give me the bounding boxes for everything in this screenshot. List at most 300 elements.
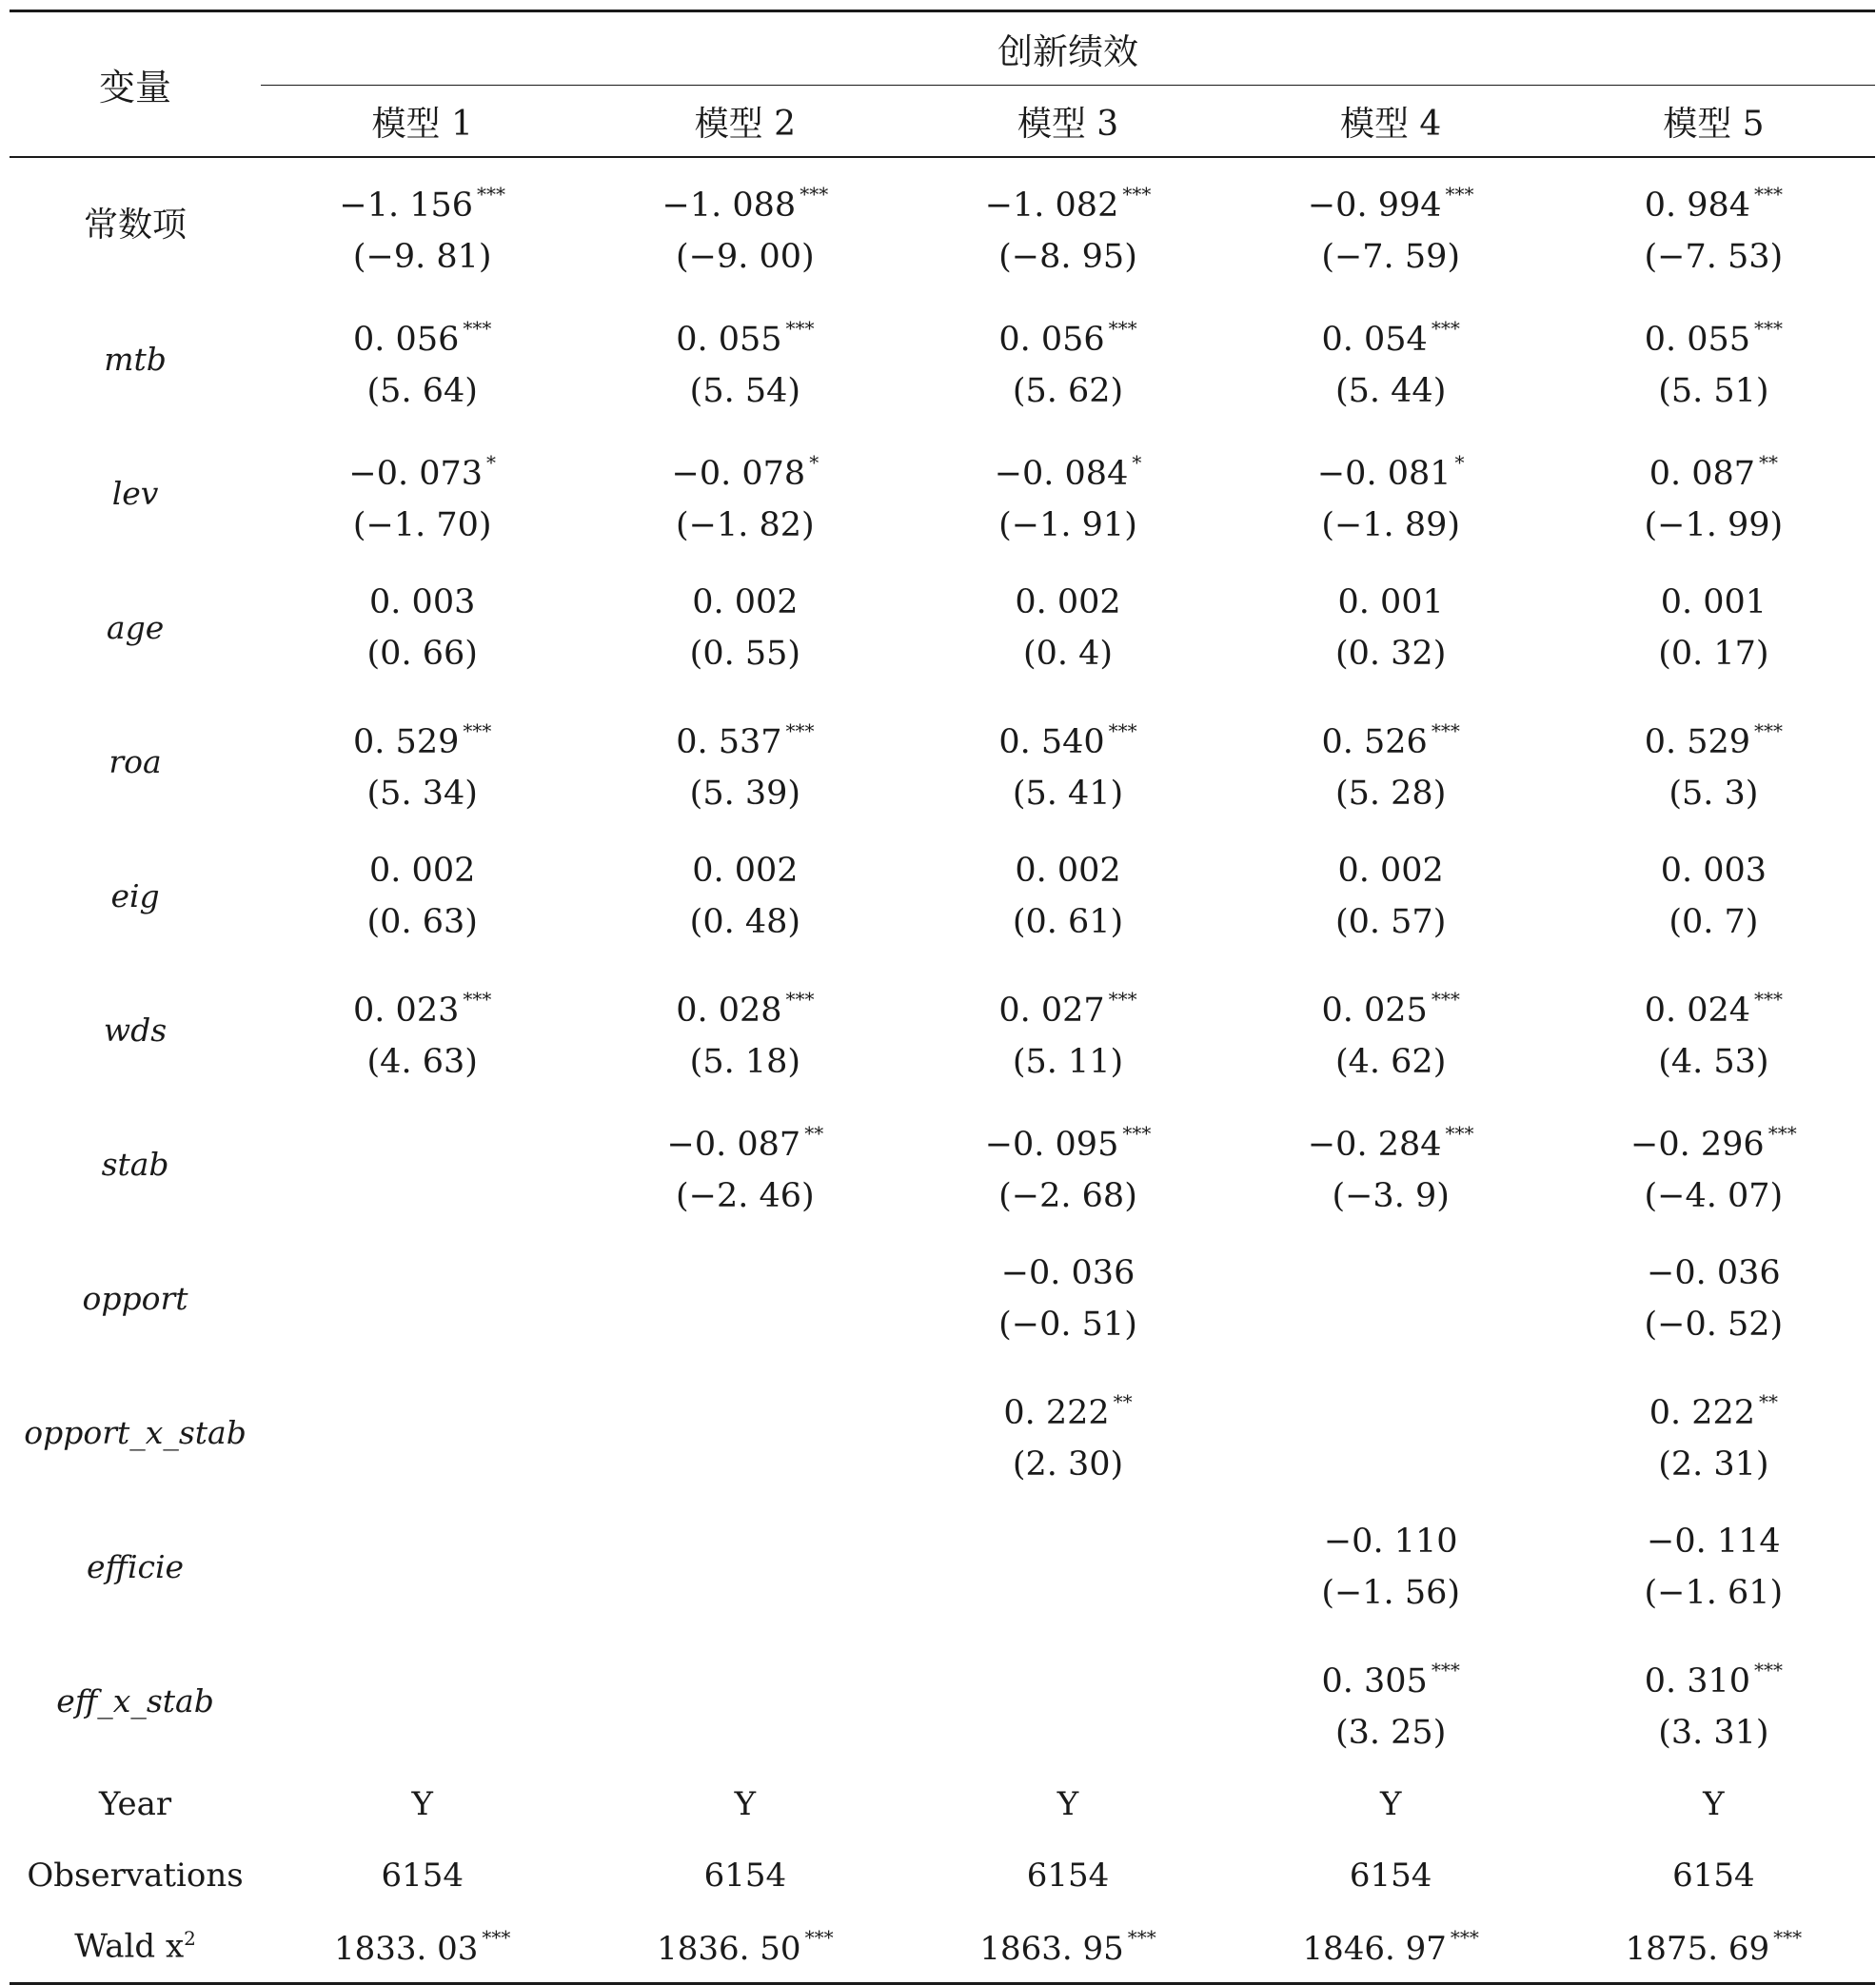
coefficient-value: −0. 073 — [348, 454, 484, 493]
t-statistic: (−7. 53) — [1644, 237, 1784, 276]
coefficient-line — [583, 303, 906, 365]
empty-cell — [1230, 1231, 1552, 1366]
table-cell — [906, 695, 1229, 829]
empty-cell — [261, 1097, 583, 1231]
t-statistic: (−0. 51) — [998, 1305, 1137, 1344]
coefficient-value: 0. 002 — [1015, 851, 1121, 890]
coefficient-value: 0. 984 — [1644, 186, 1751, 225]
t-statistic: (5. 51) — [1658, 371, 1769, 410]
table-cell — [261, 157, 583, 292]
t-statistic: (0. 61) — [1012, 902, 1124, 941]
coefficient-value: −0. 036 — [1000, 1253, 1135, 1292]
table-row — [10, 157, 1875, 292]
coefficient-line — [1552, 303, 1875, 365]
t-statistic: (−2. 68) — [998, 1176, 1137, 1215]
coefficient-value: 0. 055 — [676, 320, 782, 359]
significance-stars: *** — [1431, 1658, 1460, 1681]
regression-table — [10, 10, 1875, 1985]
coefficient-value: 0. 222 — [1003, 1393, 1110, 1432]
significance-stars: *** — [800, 182, 829, 206]
significance-stars: ** — [1113, 1389, 1133, 1413]
header-row-models — [10, 86, 1875, 158]
table-cell: 6154 — [1026, 1856, 1110, 1895]
t-statistic: (−9. 00) — [676, 237, 815, 276]
coefficient-line — [1230, 437, 1552, 500]
coefficient-line — [583, 973, 906, 1036]
t-statistic: (5. 39) — [689, 774, 801, 813]
significance-stars: *** — [1450, 1925, 1479, 1949]
coefficient-line — [1552, 168, 1875, 231]
table-cell — [583, 1911, 906, 1984]
table-cell — [906, 963, 1229, 1097]
table-cell — [906, 426, 1229, 560]
table-cell — [906, 560, 1229, 695]
t-statistic: (−1. 89) — [1321, 505, 1461, 544]
coefficient-value: −0. 081 — [1316, 454, 1451, 493]
significance-stars: *** — [785, 316, 815, 340]
coefficient-value: 0. 001 — [1337, 582, 1444, 621]
coefficient-line — [1552, 1248, 1875, 1299]
table-row — [10, 1366, 1875, 1500]
coefficient-value: 0. 054 — [1321, 320, 1428, 359]
coefficient-value: 0. 027 — [998, 991, 1105, 1030]
coefficient-value: −1. 082 — [984, 186, 1119, 225]
table-cell — [261, 963, 583, 1097]
t-statistic: (5. 28) — [1334, 774, 1447, 813]
t-statistic: (−1. 70) — [352, 505, 492, 544]
variable-header: 变量 — [10, 11, 261, 158]
coefficient-value: 0. 529 — [1644, 722, 1751, 761]
coefficient-line — [1230, 973, 1552, 1036]
coefficient-line — [261, 845, 583, 896]
table-cell — [583, 1097, 906, 1231]
table-row — [10, 963, 1875, 1097]
coefficient-value: −0. 994 — [1307, 186, 1442, 225]
significance-stars: *** — [1431, 987, 1460, 1011]
coefficient-value: −0. 296 — [1630, 1125, 1765, 1164]
coefficient-value: −0. 087 — [666, 1125, 801, 1164]
empty-cell — [583, 1500, 906, 1634]
t-statistic: (−1. 56) — [1321, 1573, 1461, 1612]
table-cell — [1230, 829, 1552, 963]
table-cell — [1552, 426, 1875, 560]
table-cell — [1230, 963, 1552, 1097]
table-cell — [261, 292, 583, 426]
table-row-year — [10, 1768, 1875, 1839]
coefficient-line — [1552, 437, 1875, 500]
t-statistic: (−8. 95) — [998, 237, 1137, 276]
row-label: wds — [103, 1011, 168, 1049]
coefficient-value: 0. 056 — [353, 320, 460, 359]
model-header: 模型 1 — [261, 86, 583, 158]
significance-stars: *** — [1127, 1925, 1156, 1949]
cell-value: 1846. 97 — [1302, 1929, 1447, 1968]
model-header: 模型 4 — [1230, 86, 1552, 158]
t-statistic: (−0. 52) — [1644, 1305, 1784, 1344]
significance-stars: * — [1454, 450, 1465, 474]
significance-stars: *** — [1754, 1658, 1784, 1681]
table-cell — [906, 1911, 1229, 1984]
t-statistic: (0. 66) — [366, 634, 478, 673]
significance-stars: * — [486, 450, 497, 474]
coefficient-line — [1552, 705, 1875, 768]
empty-cell — [583, 1366, 906, 1500]
significance-stars: *** — [463, 987, 492, 1011]
row-label: stab — [101, 1145, 169, 1183]
t-statistic: (5. 41) — [1012, 774, 1124, 813]
significance-stars: ** — [1759, 1389, 1779, 1413]
t-statistic: (−3. 9) — [1332, 1176, 1450, 1215]
coefficient-value: 0. 540 — [998, 722, 1105, 761]
t-statistic: (5. 11) — [1012, 1042, 1124, 1081]
table-cell — [583, 157, 906, 292]
coefficient-value: 0. 087 — [1649, 454, 1756, 493]
table-cell — [1230, 695, 1552, 829]
table-row — [10, 1500, 1875, 1634]
table-cell — [906, 157, 1229, 292]
t-statistic: (−7. 59) — [1321, 237, 1461, 276]
coefficient-line — [1552, 577, 1875, 628]
coefficient-line — [583, 168, 906, 231]
table-row — [10, 1097, 1875, 1231]
table-row — [10, 695, 1875, 829]
coefficient-value: 0. 002 — [369, 851, 476, 890]
table-cell: 6154 — [703, 1856, 787, 1895]
row-label: lev — [111, 474, 159, 512]
row-label: age — [106, 608, 165, 646]
table-row — [10, 1634, 1875, 1768]
coefficient-value: −0. 110 — [1323, 1522, 1458, 1561]
table-cell — [583, 695, 906, 829]
group-header: 创新绩效 — [261, 11, 1875, 86]
coefficient-line — [261, 705, 583, 768]
t-statistic: (−4. 07) — [1644, 1176, 1784, 1215]
coefficient-line — [583, 577, 906, 628]
coefficient-line — [1552, 845, 1875, 896]
coefficient-line — [1230, 705, 1552, 768]
coefficient-line — [906, 1248, 1229, 1299]
cell-value: 1833. 03 — [334, 1929, 479, 1968]
t-statistic: (0. 17) — [1658, 634, 1769, 673]
table-cell — [1230, 1500, 1552, 1634]
significance-stars: *** — [1754, 182, 1784, 206]
table-row — [10, 560, 1875, 695]
coefficient-line — [1552, 1644, 1875, 1707]
t-statistic: (3. 25) — [1334, 1713, 1447, 1752]
significance-stars: *** — [1754, 987, 1784, 1011]
t-statistic: (−9. 81) — [352, 237, 492, 276]
table-row — [10, 292, 1875, 426]
coefficient-line — [1230, 845, 1552, 896]
t-statistic: (5. 62) — [1012, 371, 1124, 410]
coefficient-line — [261, 437, 583, 500]
coefficient-line — [1230, 1108, 1552, 1170]
t-statistic: (−1. 91) — [998, 505, 1137, 544]
coefficient-line — [583, 1108, 906, 1170]
coefficient-value: −0. 095 — [984, 1125, 1119, 1164]
row-label: efficie — [87, 1547, 185, 1585]
empty-cell — [261, 1366, 583, 1500]
table-cell — [261, 695, 583, 829]
empty-cell — [906, 1500, 1229, 1634]
table-cell — [906, 1097, 1229, 1231]
table-cell — [906, 1366, 1229, 1500]
coefficient-value: 0. 028 — [676, 991, 782, 1030]
table-cell — [1552, 1911, 1875, 1984]
t-statistic: (−1. 82) — [676, 505, 815, 544]
t-statistic: (−2. 46) — [676, 1176, 815, 1215]
significance-stars: *** — [463, 316, 492, 340]
row-label: eff_x_stab — [56, 1681, 214, 1720]
significance-stars: *** — [1754, 316, 1784, 340]
coefficient-line — [583, 705, 906, 768]
t-statistic: (3. 31) — [1658, 1713, 1769, 1752]
wald-label-superscript: 2 — [184, 1927, 196, 1951]
table-cell — [1552, 963, 1875, 1097]
t-statistic: (5. 64) — [366, 371, 478, 410]
table-cell — [261, 1911, 583, 1984]
coefficient-value: −0. 284 — [1307, 1125, 1442, 1164]
coefficient-value: 0. 002 — [1337, 851, 1444, 890]
coefficient-value: 0. 002 — [692, 851, 799, 890]
t-statistic: (0. 55) — [689, 634, 801, 673]
empty-cell — [583, 1634, 906, 1768]
significance-stars: *** — [482, 1925, 511, 1949]
table-cell — [1230, 1097, 1552, 1231]
row-label: mtb — [104, 340, 167, 378]
table-cell — [1230, 426, 1552, 560]
model-header: 模型 2 — [583, 86, 906, 158]
cell-value: 1836. 50 — [657, 1929, 801, 1968]
coefficient-line — [1230, 1516, 1552, 1567]
coefficient-line — [1552, 1516, 1875, 1567]
table-cell — [906, 829, 1229, 963]
t-statistic: (0. 57) — [1334, 902, 1447, 941]
significance-stars: * — [809, 450, 820, 474]
model-header: 模型 5 — [1552, 86, 1875, 158]
table-cell — [583, 829, 906, 963]
significance-stars: *** — [477, 182, 506, 206]
coefficient-value: 0. 055 — [1644, 320, 1751, 359]
significance-stars: *** — [1122, 182, 1152, 206]
table-cell: Y — [1703, 1784, 1725, 1823]
coefficient-value: −1. 156 — [339, 186, 474, 225]
coefficient-value: 0. 003 — [1660, 851, 1767, 890]
coefficient-line — [906, 437, 1229, 500]
coefficient-line — [261, 577, 583, 628]
row-label: 常数项 — [84, 205, 188, 245]
table-cell — [1230, 1911, 1552, 1984]
empty-cell — [261, 1500, 583, 1634]
table-row — [10, 829, 1875, 963]
table-cell — [583, 426, 906, 560]
table-cell — [1552, 1366, 1875, 1500]
coefficient-line — [906, 1108, 1229, 1170]
empty-cell — [261, 1634, 583, 1768]
t-statistic: (5. 44) — [1334, 371, 1447, 410]
coefficient-line — [906, 705, 1229, 768]
coefficient-line — [1230, 1644, 1552, 1707]
significance-stars: * — [1132, 450, 1142, 474]
wald-label: Wald x — [74, 1927, 185, 1966]
t-statistic: (0. 63) — [366, 902, 478, 941]
table-cell: Y — [411, 1784, 433, 1823]
significance-stars: *** — [785, 718, 815, 742]
significance-stars: *** — [1122, 1121, 1152, 1145]
coefficient-line — [906, 577, 1229, 628]
significance-stars: *** — [1445, 182, 1474, 206]
significance-stars: *** — [1445, 1121, 1474, 1145]
t-statistic: (−1. 99) — [1644, 505, 1784, 544]
table-cell — [583, 963, 906, 1097]
coefficient-value: 0. 310 — [1644, 1661, 1751, 1700]
table-cell: Y — [734, 1784, 757, 1823]
coefficient-line — [583, 437, 906, 500]
coefficient-value: 0. 056 — [998, 320, 1105, 359]
row-label: roa — [109, 742, 162, 780]
coefficient-value: 0. 023 — [353, 991, 460, 1030]
t-statistic: (5. 3) — [1669, 774, 1759, 813]
table-cell: Y — [1379, 1784, 1402, 1823]
coefficient-value: 0. 305 — [1321, 1661, 1428, 1700]
coefficient-value: 0. 003 — [369, 582, 476, 621]
row-label: opport — [82, 1279, 188, 1317]
table-cell — [1230, 292, 1552, 426]
significance-stars: *** — [1767, 1121, 1797, 1145]
coefficient-value: −1. 088 — [662, 186, 797, 225]
significance-stars: *** — [1108, 718, 1137, 742]
coefficient-value: 0. 024 — [1644, 991, 1751, 1030]
t-statistic: (0. 48) — [689, 902, 801, 941]
t-statistic: (2. 31) — [1658, 1445, 1769, 1484]
table-cell: Y — [1056, 1784, 1079, 1823]
coefficient-value: 0. 529 — [353, 722, 460, 761]
t-statistic: (5. 18) — [689, 1042, 801, 1081]
header-row-group — [10, 11, 1875, 86]
coefficient-value: 0. 002 — [692, 582, 799, 621]
t-statistic: (−1. 61) — [1644, 1573, 1784, 1612]
cell-value: 1863. 95 — [979, 1929, 1124, 1968]
coefficient-value: 0. 537 — [676, 722, 782, 761]
table-cell — [583, 292, 906, 426]
empty-cell — [1230, 1366, 1552, 1500]
table-cell — [1230, 1634, 1552, 1768]
t-statistic: (0. 7) — [1669, 902, 1759, 941]
coefficient-line — [261, 303, 583, 365]
t-statistic: (4. 53) — [1658, 1042, 1769, 1081]
table-row-wald — [10, 1911, 1875, 1984]
coefficient-value: 0. 526 — [1321, 722, 1428, 761]
table-cell: 6154 — [1672, 1856, 1755, 1895]
table-cell — [1230, 560, 1552, 695]
significance-stars: *** — [1108, 316, 1137, 340]
coefficient-line — [906, 1376, 1229, 1439]
table-cell: 6154 — [1349, 1856, 1432, 1895]
significance-stars: ** — [804, 1121, 824, 1145]
coefficient-line — [906, 303, 1229, 365]
table-cell: 6154 — [381, 1856, 464, 1895]
coefficient-value: −0. 114 — [1647, 1522, 1781, 1561]
row-label: Year — [98, 1784, 172, 1823]
coefficient-line — [1552, 1108, 1875, 1170]
coefficient-line — [1552, 1376, 1875, 1439]
table-cell — [261, 426, 583, 560]
significance-stars: *** — [804, 1925, 834, 1949]
table-cell — [261, 560, 583, 695]
t-statistic: (5. 54) — [689, 371, 801, 410]
table-cell — [906, 1231, 1229, 1366]
cell-value: 1875. 69 — [1625, 1929, 1770, 1968]
coefficient-line — [261, 168, 583, 231]
table-cell — [1552, 1500, 1875, 1634]
significance-stars: *** — [463, 718, 492, 742]
table-cell — [1552, 1634, 1875, 1768]
coefficient-value: 0. 222 — [1649, 1393, 1756, 1432]
table-cell — [1552, 560, 1875, 695]
coefficient-value: −0. 084 — [994, 454, 1129, 493]
empty-cell — [261, 1231, 583, 1366]
row-label: opport_x_stab — [24, 1413, 247, 1451]
table-cell — [1552, 1231, 1875, 1366]
model-header: 模型 3 — [906, 86, 1229, 158]
row-label — [10, 1911, 261, 1984]
t-statistic: (5. 34) — [366, 774, 478, 813]
significance-stars: *** — [1108, 987, 1137, 1011]
table-cell — [1552, 157, 1875, 292]
table-cell — [1552, 829, 1875, 963]
table-cell — [1552, 1097, 1875, 1231]
coefficient-value: 0. 025 — [1321, 991, 1428, 1030]
row-label: Observations — [27, 1856, 244, 1895]
coefficient-line — [1552, 973, 1875, 1036]
empty-cell — [583, 1231, 906, 1366]
table-cell — [1552, 695, 1875, 829]
significance-stars: *** — [1754, 718, 1784, 742]
coefficient-value: −0. 078 — [671, 454, 806, 493]
coefficient-value: 0. 001 — [1660, 582, 1767, 621]
table-cell — [261, 829, 583, 963]
table-row — [10, 426, 1875, 560]
coefficient-line — [906, 168, 1229, 231]
coefficient-line — [1230, 303, 1552, 365]
table-cell — [583, 560, 906, 695]
t-statistic: (4. 62) — [1334, 1042, 1447, 1081]
t-statistic: (4. 63) — [366, 1042, 478, 1081]
table-row — [10, 1231, 1875, 1366]
coefficient-line — [1230, 577, 1552, 628]
row-label: eig — [110, 876, 160, 914]
t-statistic: (2. 30) — [1012, 1445, 1124, 1484]
significance-stars: *** — [785, 987, 815, 1011]
table-cell — [1552, 292, 1875, 426]
coefficient-value: 0. 002 — [1015, 582, 1121, 621]
significance-stars: ** — [1759, 450, 1779, 474]
coefficient-line — [906, 845, 1229, 896]
table-cell — [906, 292, 1229, 426]
t-statistic: (0. 32) — [1334, 634, 1447, 673]
coefficient-line — [1230, 168, 1552, 231]
t-statistic: (0. 4) — [1022, 634, 1114, 673]
significance-stars: *** — [1431, 718, 1460, 742]
table-cell — [1230, 157, 1552, 292]
coefficient-line — [583, 845, 906, 896]
coefficient-line — [261, 973, 583, 1036]
table-body — [10, 157, 1875, 1768]
table-footer — [10, 1768, 1875, 1984]
empty-cell — [906, 1634, 1229, 1768]
table-row-observations — [10, 1839, 1875, 1911]
significance-stars: *** — [1431, 316, 1460, 340]
